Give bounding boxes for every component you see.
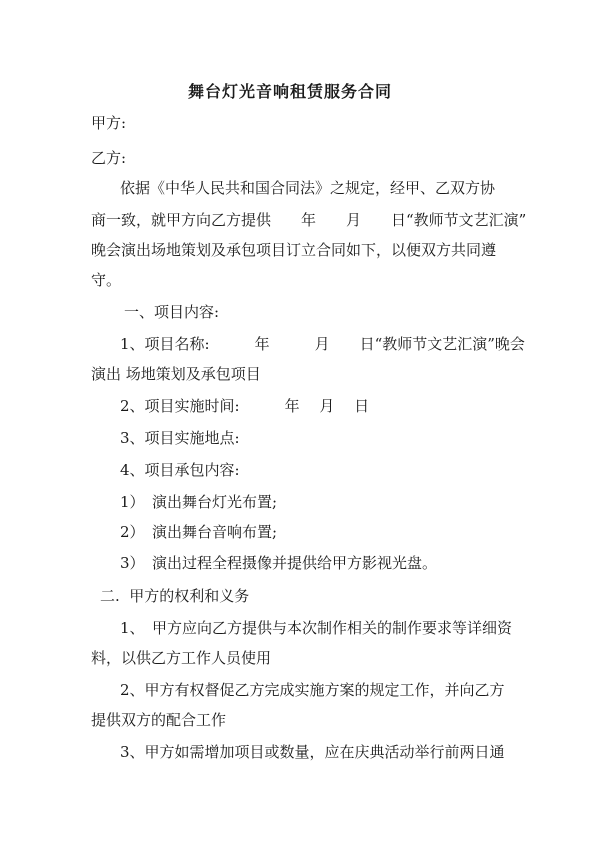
section-2-item-1-line-1: 1、 甲方应向乙方提供与本次制作相关的制作要求等详细资 <box>120 619 513 637</box>
section-2-item-3-line-1: 3、甲方如需增加项目或数量，应在庆典活动举行前两日通 <box>120 743 505 761</box>
section-1-item-3: 3、项目实施地点: <box>120 429 240 447</box>
preamble-line-2: 商一致，就甲方向乙方提供 年 月 日“教师节文艺汇演” <box>91 211 527 229</box>
section-2-item-2-line-1: 2、甲方有权督促乙方完成实施方案的规定工作，并向乙方 <box>120 681 505 699</box>
section-1-sub-item-1: 1） 演出舞台灯光布置; <box>120 493 278 511</box>
section-1-item-1-line-1: 1、项目名称: 年 月 日“教师节文艺汇演”晚会 <box>120 335 525 353</box>
preamble-line-3: 晚会演出场地策划及承包项目订立合同如下，以便双方共同遵 <box>91 241 497 259</box>
section-1-item-4: 4、项目承包内容: <box>120 461 240 479</box>
document-title: 舞台灯光音响租赁服务合同 <box>188 82 393 101</box>
section-1-item-1-line-2: 演出 场地策划及承包项目 <box>91 365 261 383</box>
section-2-item-1-line-2: 料，以供乙方工作人员使用 <box>91 649 272 667</box>
section-2-heading: 二. 甲方的权利和义务 <box>100 587 250 605</box>
party-b-label: 乙方: <box>91 149 127 167</box>
section-1-item-2: 2、项目实施时间: 年 月 日 <box>120 397 370 415</box>
section-1-sub-item-3: 3） 演出过程全程摄像并提供给甲方影视光盘。 <box>120 554 438 572</box>
section-1-heading: 一、项目内容: <box>124 303 220 321</box>
preamble-line-1: 依据《中华人民共和国合同法》之规定，经甲、乙双方协 <box>120 179 496 197</box>
section-1-sub-item-2: 2） 演出舞台音响布置; <box>120 523 278 541</box>
section-2-item-2-line-2: 提供双方的配合工作 <box>91 711 227 729</box>
preamble-line-4: 守。 <box>91 271 122 289</box>
party-a-label: 甲方: <box>91 114 127 132</box>
